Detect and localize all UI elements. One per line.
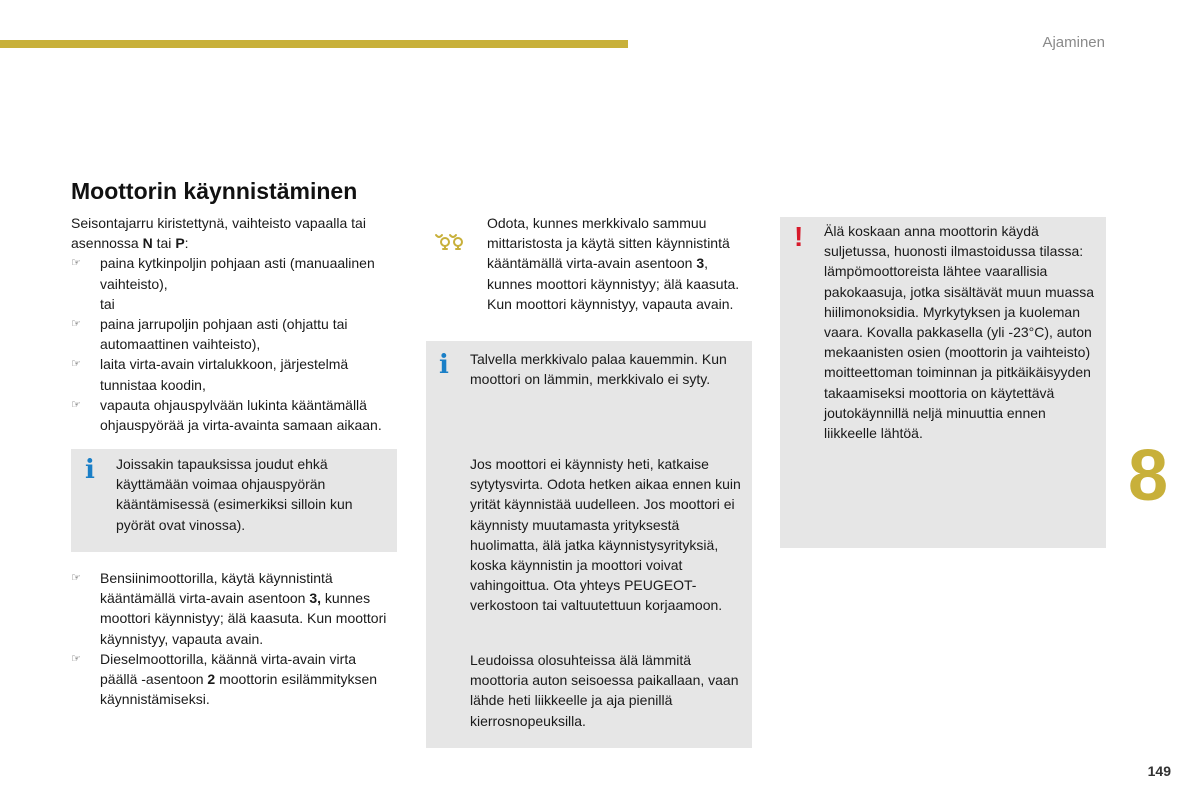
- info-text-no-start: Jos moottori ei käynnisty heti, katkaise sytytysvirta. Odota hetken aikaa ennen kuin yrität käynnistää uudelleen. Jos moottori ei käynnisty muutamasta yrityksestä huolimatta, älä jatka käynnistysyrityksiä, koska käynnistin ja moottori voivat vahingoittua. Ota yhteys PEUGEOT-verkostoon tai valtuutettuun korjaamoon.: [470, 456, 741, 614]
- glow-plug-icon: [434, 232, 466, 252]
- info-text-mild-weather: Leudoissa olosuhteissa älä lämmitä moottoria auton seisoessa paikallaan, vaan lähde heti liikkeelle ja aja pienillä kierrosnopeuksilla.: [470, 652, 739, 729]
- list-item: ☞ vapauta ohjauspylvään lukinta kääntämällä ohjauspyörää ja virta-avainta samaan aikaan.: [71, 396, 382, 434]
- pointing-hand-icon: ☞: [71, 358, 81, 371]
- page-title: Moottorin käynnistäminen: [71, 178, 358, 204]
- info-box-steering: [71, 449, 397, 552]
- info-text-steering: Joissakin tapauksissa joudut ehkä käyttämään voimaa ohjauspyörän kääntämisessä (esimerkiksi silloin kun pyörät ovat vinossa).: [116, 456, 353, 533]
- info-text-winter: Talvella merkkivalo palaa kauemmin. Kun moottori on lämmin, merkkivalo ei syty.: [470, 351, 727, 388]
- pointing-hand-icon: ☞: [71, 318, 81, 331]
- list-item-or: tai: [100, 295, 115, 312]
- list-item-petrol: ☞ Bensiinimoottorilla, käytä käynnistintä kääntämällä virta-avain asentoon 3, kunnes moottori käynnistyy; älä kaasuta. Kun moottori käynnistyy, vapauta avain.: [71, 570, 387, 647]
- left-column: [71, 213, 396, 435]
- info-icon: i: [85, 455, 95, 485]
- list-item: ☞ paina jarrupoljin pohjaan asti (ohjattu tai automaattinen vaihteisto),: [71, 316, 348, 353]
- list-item: ☞ laita virta-avain virtalukkoon, järjestelmä tunnistaa koodin,: [71, 356, 349, 393]
- info-icon: i: [439, 350, 449, 380]
- intro-text: Seisontajarru kiristettynä, vaihteisto vapaalla tai asennossa N tai P:: [71, 215, 366, 252]
- engine-type-list: [71, 568, 396, 709]
- info-box-diesel: [426, 341, 752, 748]
- pointing-hand-icon: ☞: [71, 257, 81, 270]
- chapter-number: 8: [1128, 436, 1169, 516]
- page-number: 149: [1147, 763, 1171, 779]
- header-accent-bar: [0, 40, 628, 48]
- pointing-hand-icon: ☞: [71, 572, 81, 584]
- list-item-diesel: ☞ Dieselmoottorilla, käännä virta-avain virta päällä -asentoon 2 moottorin esilämmityksen käynnistämiseksi.: [71, 650, 378, 708]
- list-item: ☞ paina kytkinpoljin pohjaan asti (manuaalinen vaihteisto),: [71, 255, 375, 292]
- warning-text: Älä koskaan anna moottorin käydä suljetussa, huonosti ilmastoidussa tilassa: lämpömoottoreista lähtee vaarallisia pakokaasuja, jotka sisältävät muun muassa hiilimonoksidia. Myrkytyksen ja kuoleman vaara. Kovalla pakkasella (yli -23°C), auton mekaanisten osien (moottorin ja vaihteisto) moitteettoman toiminnan ja pitkäikäisyyden takaamiseksi moottoria on käytettävä joutokäynnillä neljä minuuttia ennen liikkeelle lähtöä.: [824, 223, 1095, 442]
- start-steps-list: [71, 253, 396, 435]
- warning-box: [780, 217, 1106, 548]
- glow-plug-text: Odota, kunnes merkkivalo sammuu mittaristosta ja käytä sitten käynnistintä kääntämällä virta-avain asentoon 3, kunnes moottori käynnistyy; älä kaasuta. Kun moottori käynnistyy, vapauta avain.: [487, 215, 740, 312]
- warning-exclamation-icon: !: [794, 221, 804, 252]
- pointing-hand-icon: ☞: [71, 652, 81, 665]
- section-header: Ajaminen: [1042, 34, 1105, 51]
- pointing-hand-icon: ☞: [71, 398, 81, 411]
